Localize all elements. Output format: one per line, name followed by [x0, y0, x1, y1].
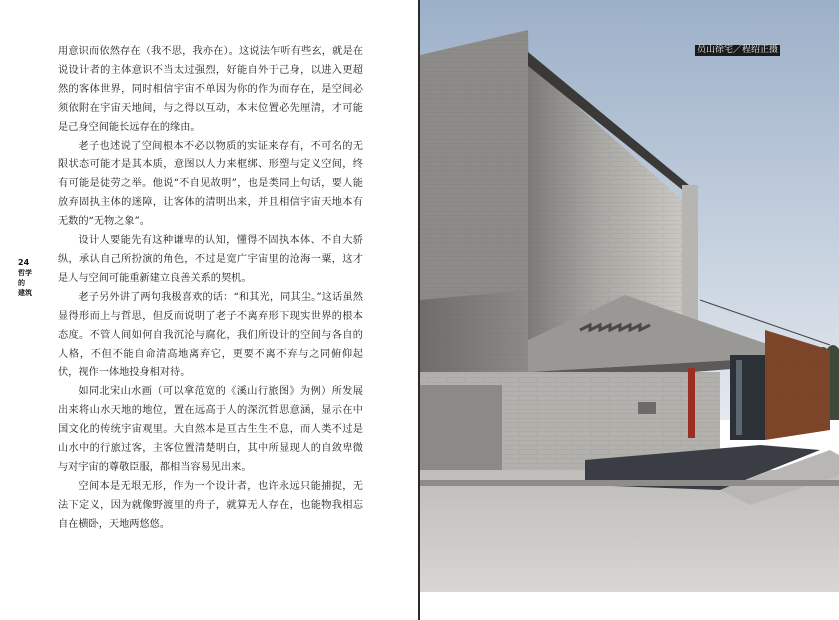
photo-caption: 员山徐宅／程绍正摄 — [697, 45, 779, 55]
left-page — [0, 0, 419, 620]
section-label-line-1: 哲学 — [18, 269, 32, 277]
section-label-line-3: 建筑 — [18, 289, 32, 297]
right-column — [682, 185, 698, 320]
paragraph-1: 用意识而依然存在（我不思，我亦在）。这说法乍听有些玄，就是在说设计者的主体意识不当太过强烈，好能自外于己身，以进入更超然的客体世界，同时相信宇宙不单因为你的作为而存在，是空间必须依附在宇宙天地间，与之得以互动，本末位置必先厘清，才可能是己身空间能长远存在的缘由。 — [58, 46, 363, 133]
paragraph-6: 空间本是无垠无形，作为一个设计者，也许永远只能捕捉，无法下定义，因为就像野渡里的舟子，就算无人存在，也能物我相忘自在横卧，天地两悠悠。 — [58, 480, 363, 530]
body-text — [58, 43, 363, 535]
section-label-line-2: 的 — [18, 279, 25, 287]
page-marker — [18, 258, 44, 298]
page-number: 24 — [18, 258, 30, 267]
concrete-house-photo — [420, 0, 839, 592]
small-window — [638, 402, 656, 414]
paragraph-3: 设计人要能先有这种谦卑的认知，懂得不固执本体、不自大骄纵，承认自己所扮演的角色，不过是宽广宇宙里的沧海一粟，这才是人与空间可能重新建立良善关系的契机。 — [58, 235, 363, 284]
paragraph-4: 老子另外讲了两句我极喜欢的话：“和其光，同其尘。”这话虽然显得形而上与哲思，但反而说明了老子不离弃形下现实世界的根本态度。不管人间如何自我沉沦与腐化，我们所设计的空间与各自的人格，不但不能自命清高地离弃它，更要不离不弃与之同俯仰起伏，视作一体地投身相对待。 — [58, 291, 363, 379]
red-door — [688, 368, 695, 438]
paragraph-2: 老子也述说了空间根本不必以物质的实证来存有，不可名的无限状态可能才是其本质，意图以人力来框绑、形塑与定义空间，终有可能是徒劳之举。他说“不自见故明”，也是类同上句话，要人能放弃固执主体的迷障，让客体的清明出来，并且相信宇宙天地本有无数的“无物之象”。 — [58, 140, 363, 228]
glass-entry — [730, 355, 765, 440]
paragraph-5: 如同北宋山水画（可以拿范宽的《溪山行旅图》为例）所发展出来将山水天地的地位，置在远高于人的深沉哲思意涵，显示在中国文化的传统宇宙观里。大自然本是亘古生生不息，而人类不过是山水中的行旅过客，主客位置清楚明白，其中所显现人的自敛卑微与对宇宙的尊敬臣服，都相当容易见出来。 — [58, 386, 363, 473]
